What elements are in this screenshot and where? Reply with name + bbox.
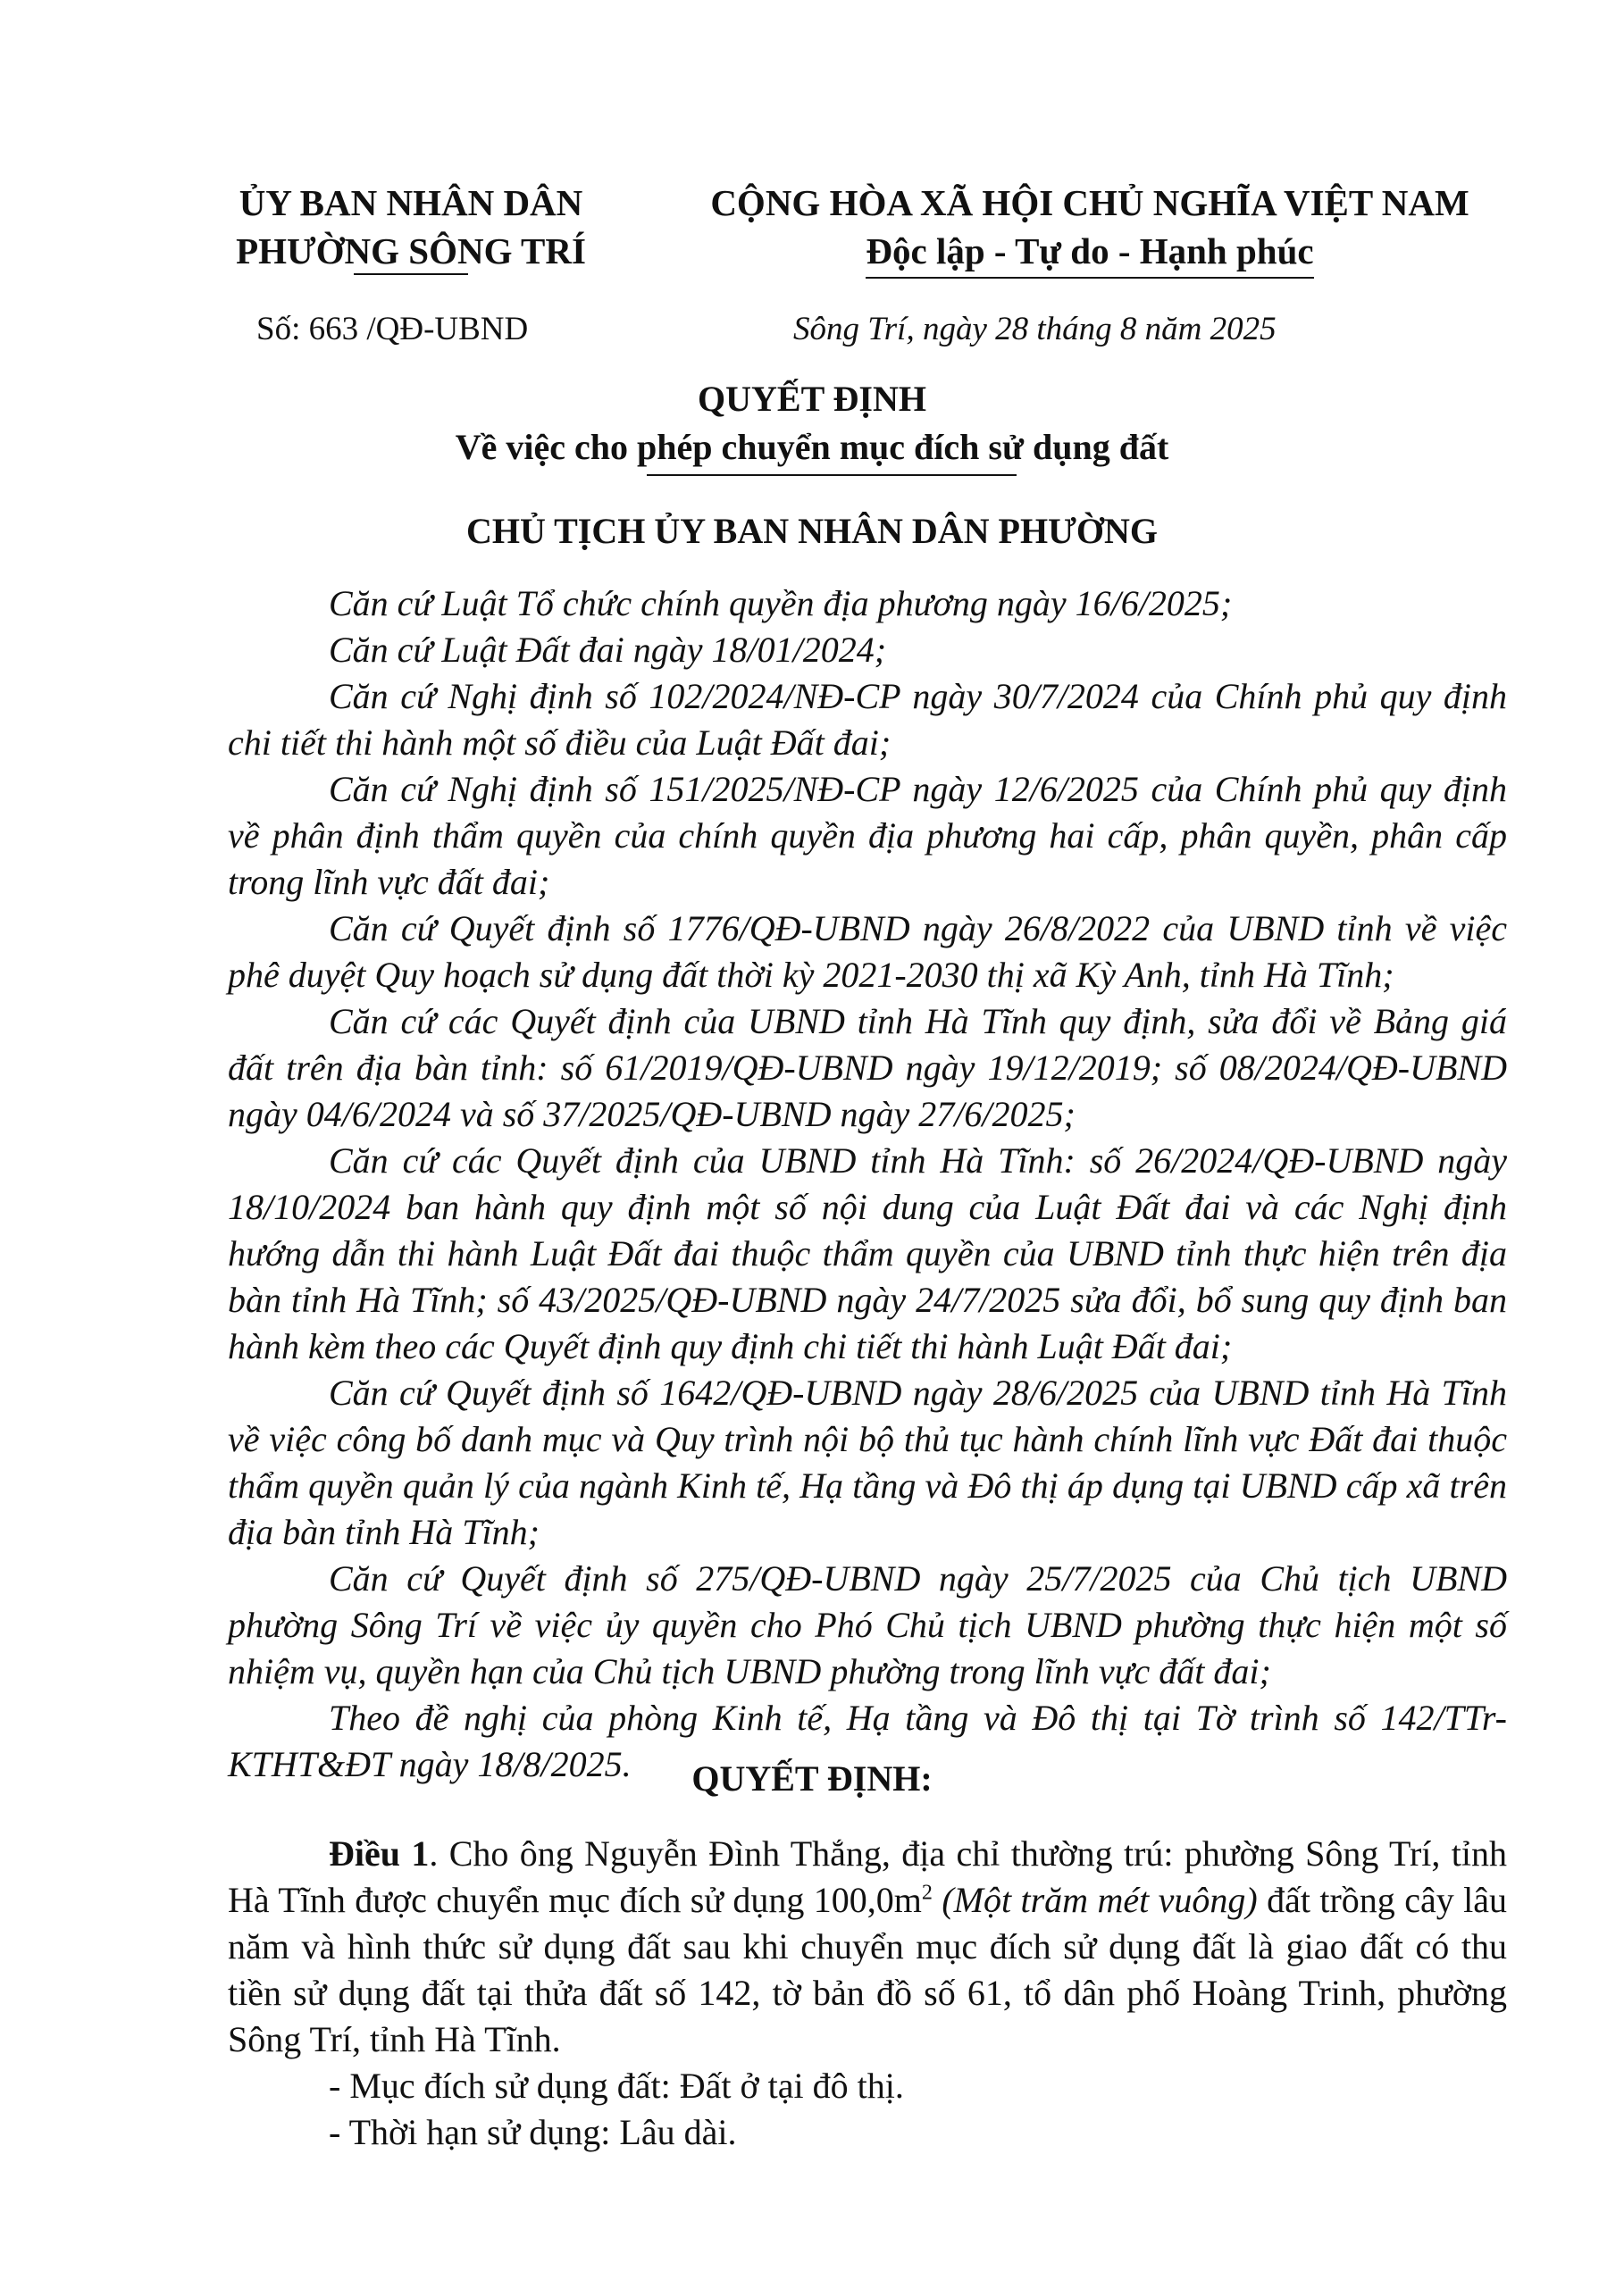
legal-basis-item: Căn cứ Nghị định số 102/2024/NĐ-CP ngày 30/7/2024 của Chính phủ quy định chi tiết thi hành một số điều của Luật Đất đai; (228, 676, 1507, 763)
title-main: QUYẾT ĐỊNH (698, 379, 926, 419)
legal-basis-item: Căn cứ Quyết định số 275/QĐ-UBND ngày 25/7/2025 của Chủ tịch UBND phường Sông Trí về việc ủy quyền cho Phó Chủ tịch UBND phường thực hiện một số nhiệm vụ, quyền hạn của Chủ tịch UBND phường trong lĩnh vực đất đai; (228, 1558, 1507, 1691)
legal-basis-item: Theo đề nghị của phòng Kinh tế, Hạ tầng và Đô thị tại Tờ trình số 142/TTr-KTHT&ĐT ngày 18/8/2025. (228, 1698, 1507, 1784)
issuing-agency (214, 179, 607, 275)
title-underline (647, 474, 1017, 476)
area-in-words: (Một trăm mét vuông) (942, 1880, 1258, 1920)
article-1 (228, 1831, 1507, 2156)
land-use-purpose: - Mục đích sử dụng đất: Đất ở tại đô thị. (329, 2066, 904, 2106)
article-1-text-after: đất trồng cây lâu năm và hình thức sử dụng đất sau khi chuyển mục đích sử dụng đất là giao đất có thu tiền sử dụng đất tại thửa đất số 142, tờ bản đồ số 61, tổ dân phố Hoàng Trinh, phường Sông Trí, tỉnh Hà Tĩnh. (228, 1880, 1507, 2059)
place-and-date: Sông Trí, ngày 28 tháng 8 năm 2025 (793, 311, 1277, 347)
area-unit-superscript: 2 (921, 1881, 933, 1905)
land-use-duration: - Thời hạn sử dụng: Lâu dài. (329, 2112, 737, 2152)
legal-bases (228, 580, 1507, 1788)
title-subject: Về việc cho phép chuyển mục đích sử dụng đất (455, 427, 1169, 467)
article-1-body (228, 1831, 1507, 2063)
authority-heading: CHỦ TỊCH ỦY BAN NHÂN DÂN PHƯỜNG (465, 511, 1159, 551)
document-header (0, 179, 1624, 286)
national-title (688, 179, 1492, 279)
legal-basis-item: Căn cứ Luật Đất đai ngày 18/01/2024; (329, 630, 887, 670)
document-number: Số: 663 /QĐ-UBND (256, 311, 529, 347)
agency-line-2: PHƯỜNG SÔNG TRÍ (236, 230, 586, 271)
nation-name: CỘNG HÒA XÃ HỘI CHỦ NGHĨA VIỆT NAM (710, 182, 1469, 223)
legal-basis-item: Căn cứ Quyết định số 1776/QĐ-UBND ngày 26/8/2022 của UBND tỉnh về việc phê duyệt Quy hoạch sử dụng đất thời kỳ 2021-2030 thị xã Kỳ Anh, tỉnh Hà Tĩnh; (228, 908, 1507, 995)
article-1-label: Điều 1 (329, 1833, 430, 1874)
decision-heading: QUYẾT ĐỊNH: (691, 1758, 933, 1799)
legal-basis-item: Căn cứ Luật Tổ chức chính quyền địa phương ngày 16/6/2025; (329, 583, 1233, 623)
legal-basis-item: Căn cứ các Quyết định của UBND tỉnh Hà Tĩnh: số 26/2024/QĐ-UBND ngày 18/10/2024 ban hành quy định một số nội dung của Luật Đất đai và các Nghị định hướng dẫn thi hành Luật Đất đai thuộc thẩm quyền của UBND tỉnh thực hiện trên địa bàn tỉnh Hà Tĩnh; số 43/2025/QĐ-UBND ngày 24/7/2025 sửa đổi, bổ sung quy định ban hành kèm theo các Quyết định quy định chi tiết thi hành Luật Đất đai; (228, 1140, 1507, 1366)
national-motto: Độc lập - Tự do - Hạnh phúc (866, 227, 1313, 279)
legal-basis-item: Căn cứ Quyết định số 1642/QĐ-UBND ngày 28/6/2025 của UBND tỉnh Hà Tĩnh về việc công bố danh mục và Quy trình nội bộ thủ tục hành chính lĩnh vực Đất đai thuộc thẩm quyền quản lý của ngành Kinh tế, Hạ tầng và Đô thị áp dụng tại UBND cấp xã trên địa bàn tỉnh Hà Tĩnh; (228, 1373, 1507, 1552)
legal-basis-item: Căn cứ các Quyết định của UBND tỉnh Hà Tĩnh quy định, sửa đổi về Bảng giá đất trên địa bàn tỉnh: số 61/2019/QĐ-UBND ngày 19/12/2019; số 08/2024/QĐ-UBND ngày 04/6/2024 và số 37/2025/QĐ-UBND ngày 27/6/2025; (228, 1001, 1507, 1134)
agency-line-1: ỦY BAN NHÂN DÂN (239, 182, 583, 223)
document-title (0, 375, 1624, 472)
agency-underline (354, 273, 468, 275)
legal-basis-item: Căn cứ Nghị định số 151/2025/NĐ-CP ngày 12/6/2025 của Chính phủ quy định về phân định thẩm quyền của chính quyền địa phương hai cấp, phân quyền, phân cấp trong lĩnh vực đất đai; (228, 769, 1507, 902)
article-1-text-before: . Cho ông Nguyễn Đình Thắng, địa chỉ thường trú: phường Sông Trí, tỉnh Hà Tĩnh được chuyển mục đích sử dụng 100,0m (228, 1833, 1507, 1920)
